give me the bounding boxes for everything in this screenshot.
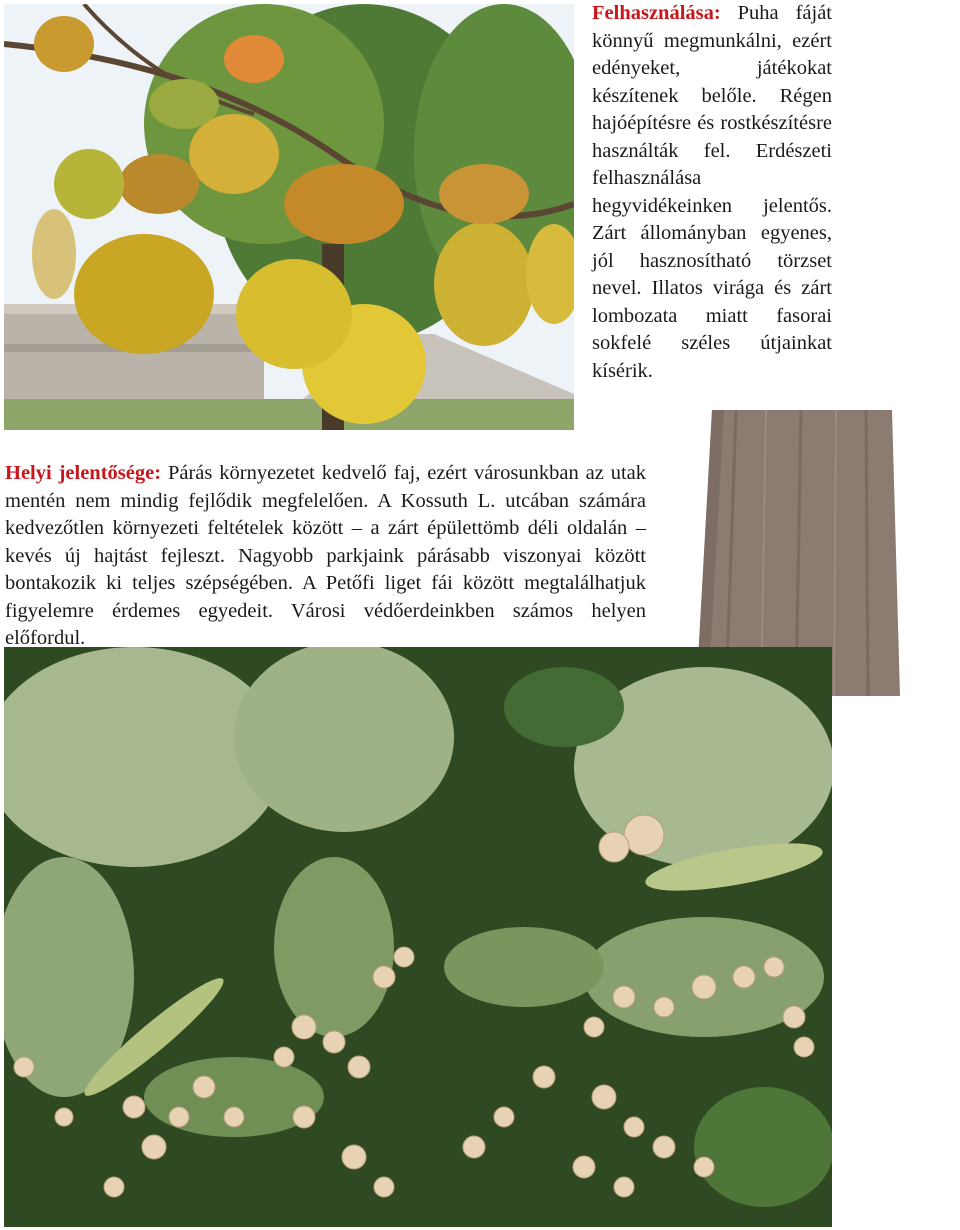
autumn-linden-photo xyxy=(4,4,574,430)
usage-heading: Felhasználása: xyxy=(592,2,721,24)
local-significance-paragraph xyxy=(5,460,646,653)
usage-paragraph xyxy=(592,0,832,385)
local-heading: Helyi jelentősége: xyxy=(5,462,162,484)
local-text: Párás környezetet kedvelő faj, ezért városunkban az utak mentén nem mindig fejlődik megfelelően. A Kossuth L. utcában számára kedvezőtlen környezeti feltételek között – a zárt épülettömb déli oldalán – kevés új hajtást fejleszt. Nagyobb parkjaink párásabb viszonyai között bontakozik ki teljes szépségében. A Petőfi liget fái között megtalálhatjuk figyelemre érdemes egyedeit. Városi védőerdeinkben számos helyen előfordul. xyxy=(5,462,646,649)
linden-fruits-photo xyxy=(4,647,832,1227)
usage-text: Puha fáját könnyű megmunkálni, ezért edényeket, játékokat készítenek belőle. Régen hajóépítésre és rostkészítésre használták fel. Erdészeti felhasználása hegyvidékeinken jelentős. Zárt állományban egyenes, jól hasznosítható törzset nevel. Illatos virága és zárt lombozata miatt fasorai sokfelé széles útjainkat kísérik. xyxy=(592,2,832,382)
